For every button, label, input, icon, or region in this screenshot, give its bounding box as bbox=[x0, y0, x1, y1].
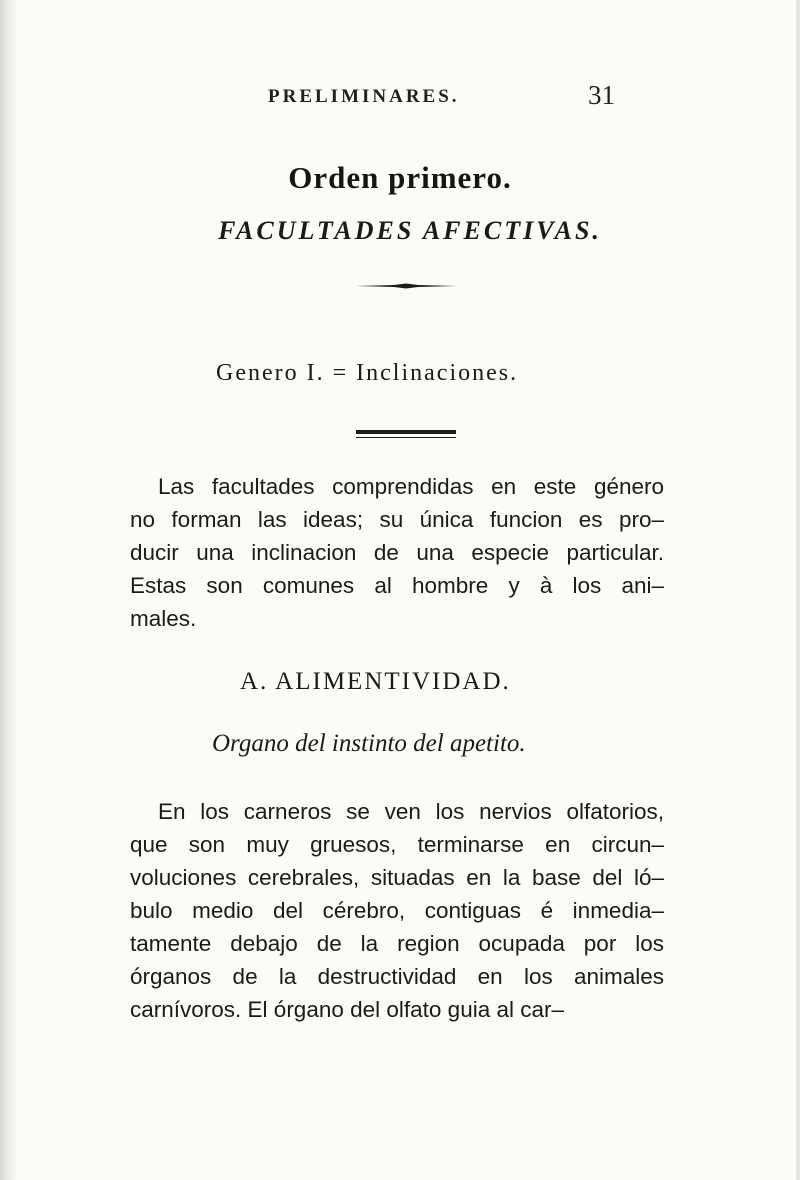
subsection-title: A. ALIMENTIVIDAD. bbox=[240, 668, 511, 695]
paragraph-line: Las facultades comprendidas en este género bbox=[158, 474, 664, 499]
ornament-rule bbox=[356, 283, 456, 289]
double-rule-divider bbox=[356, 430, 456, 438]
paragraph-line: Estas son comunes al hombre y à los ani– bbox=[130, 573, 664, 598]
running-head: PRELIMINARES. bbox=[268, 86, 460, 107]
paragraph-line: bulo medio del cérebro, contiguas é inmedia– bbox=[130, 898, 664, 923]
page-number: 31 bbox=[588, 80, 615, 110]
section-title: FACULTADES AFECTIVAS. bbox=[218, 216, 602, 245]
paragraph-line: En los carneros se ven los nervios olfatorios, bbox=[158, 799, 664, 824]
paragraph-line: carnívoros. El órgano del olfato guia al car– bbox=[130, 997, 565, 1022]
paragraph-line: voluciones cerebrales, situadas en la base del ló– bbox=[130, 865, 664, 890]
paragraph-faculties bbox=[130, 470, 664, 635]
paragraph-line: no forman las ideas; su única funcion es pro– bbox=[130, 507, 664, 532]
paragraph-line: que son muy gruesos, terminarse en circun– bbox=[130, 832, 664, 857]
organ-title: Organo del instinto del apetito. bbox=[212, 730, 526, 757]
genus-title: Genero I. = Inclinaciones. bbox=[216, 360, 519, 386]
paragraph-alimentividad bbox=[130, 795, 664, 1026]
paragraph-line: tamente debajo de la region ocupada por los bbox=[130, 931, 664, 956]
paragraph-line: males. bbox=[130, 606, 197, 631]
paragraph-line: órganos de la destructividad en los animales bbox=[130, 964, 664, 989]
order-title: Orden primero. bbox=[288, 160, 512, 195]
paragraph-line: ducir una inclinacion de una especie particular. bbox=[130, 540, 664, 565]
